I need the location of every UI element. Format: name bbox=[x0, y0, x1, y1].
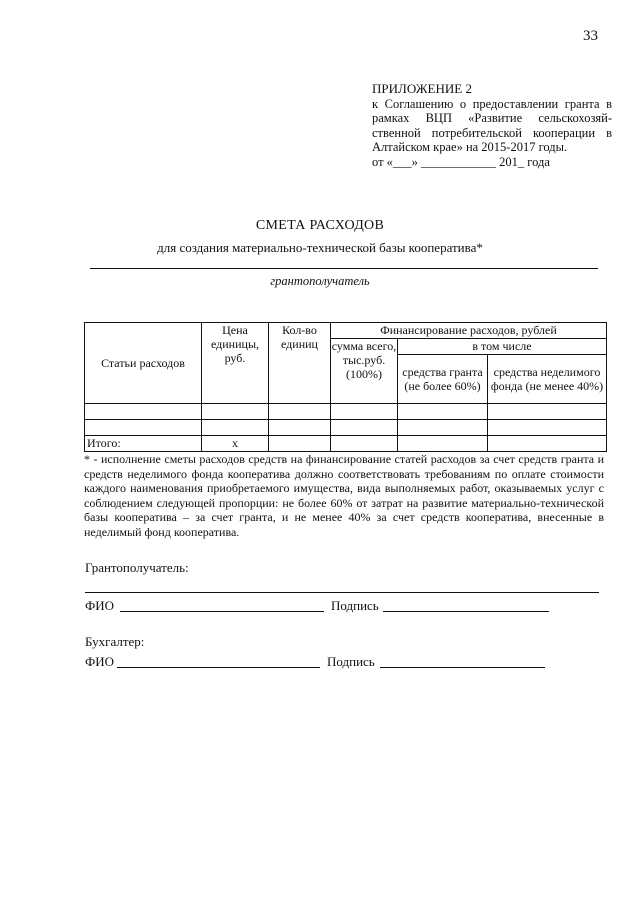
header-grant: средства гранта (не более 60%) bbox=[398, 355, 488, 404]
appendix-line-4: Алтайском крае» на 2015-2017 годы. bbox=[372, 140, 568, 155]
accountant-signature-label: Подпись bbox=[327, 654, 375, 669]
appendix-header bbox=[372, 82, 612, 170]
header-total: сумма всего, тыс.руб. (100%) bbox=[331, 339, 398, 404]
footnote: * - исполнение сметы расходов средств на финансирование статей расходов за счет средств гранта и средств неделимого фонда кооператива должно соответствовать требованиям по оплате стоимости каждого наименования приобретаемого имущества, вида выполняемых работ, оказываемых услуг с соблюдением следующей пропорции: не более 60% от затрат на развитие материально-технической базы кооператива – за счет гранта, и не менее 40% за счет средств кооператива, внесенные в неделимый фонд кооператива. bbox=[84, 452, 604, 539]
appendix-line-2: рамках ВЦП «Развитие сельскохозяй- bbox=[372, 111, 612, 126]
header-qty: Кол-во единиц bbox=[269, 323, 331, 404]
table-cell bbox=[488, 420, 607, 436]
table-cell bbox=[398, 404, 488, 420]
recipient-signature-label: Грантополучатель: bbox=[85, 560, 189, 575]
table-cell bbox=[269, 420, 331, 436]
header-financing: Финансирование расходов, рублей bbox=[331, 323, 607, 339]
accountant-signature-field bbox=[380, 667, 545, 668]
recipient-signature-field-label: Подпись bbox=[331, 598, 379, 613]
table-cell bbox=[202, 420, 269, 436]
header-items: Статьи расходов bbox=[85, 323, 202, 404]
recipient-fio-label: ФИО bbox=[85, 598, 115, 613]
appendix-line-3: ственной потребительской кооперации в bbox=[372, 125, 612, 140]
table-row bbox=[85, 420, 607, 436]
appendix-date-line: от «___» ____________ 201_ года bbox=[372, 154, 550, 169]
table-cell bbox=[331, 404, 398, 420]
accountant-fio-field bbox=[117, 667, 320, 668]
table-cell bbox=[331, 420, 398, 436]
total-label: Итого: bbox=[85, 436, 202, 452]
document-title: СМЕТА РАСХОДОВ bbox=[255, 218, 385, 233]
table-cell bbox=[85, 420, 202, 436]
table-cell bbox=[398, 436, 488, 452]
table-cell bbox=[269, 404, 331, 420]
table-cell bbox=[331, 436, 398, 452]
table-cell bbox=[269, 436, 331, 452]
table-header-row bbox=[85, 323, 607, 339]
header-including: в том числе bbox=[398, 339, 607, 355]
recipient-name-line bbox=[90, 268, 598, 269]
table-cell bbox=[488, 436, 607, 452]
document-subtitle: для создания материально-технической базы кооператива* bbox=[157, 240, 483, 255]
table-row bbox=[85, 404, 607, 420]
recipient-fio-field bbox=[120, 611, 324, 612]
appendix-heading: ПРИЛОЖЕНИЕ 2 bbox=[372, 81, 472, 96]
recipient-signature-field bbox=[383, 611, 549, 612]
appendix-line-1: к Соглашению о предоставлении гранта в bbox=[372, 96, 612, 111]
recipient-signature-rule bbox=[85, 592, 599, 593]
table-cell bbox=[398, 420, 488, 436]
table-cell bbox=[488, 404, 607, 420]
budget-table bbox=[84, 322, 607, 452]
accountant-label: Бухгалтер: bbox=[85, 634, 145, 649]
table-total-row bbox=[85, 436, 607, 452]
total-price: х bbox=[202, 436, 269, 452]
header-fund: средства неделимого фонда (не менее 40%) bbox=[488, 355, 607, 404]
page-number: 33 bbox=[583, 28, 598, 44]
table-cell bbox=[85, 404, 202, 420]
table-cell bbox=[202, 404, 269, 420]
header-price: Цена единицы, руб. bbox=[202, 323, 269, 404]
recipient-caption: грантополучатель bbox=[270, 274, 370, 288]
accountant-fio-label: ФИО bbox=[85, 654, 115, 669]
